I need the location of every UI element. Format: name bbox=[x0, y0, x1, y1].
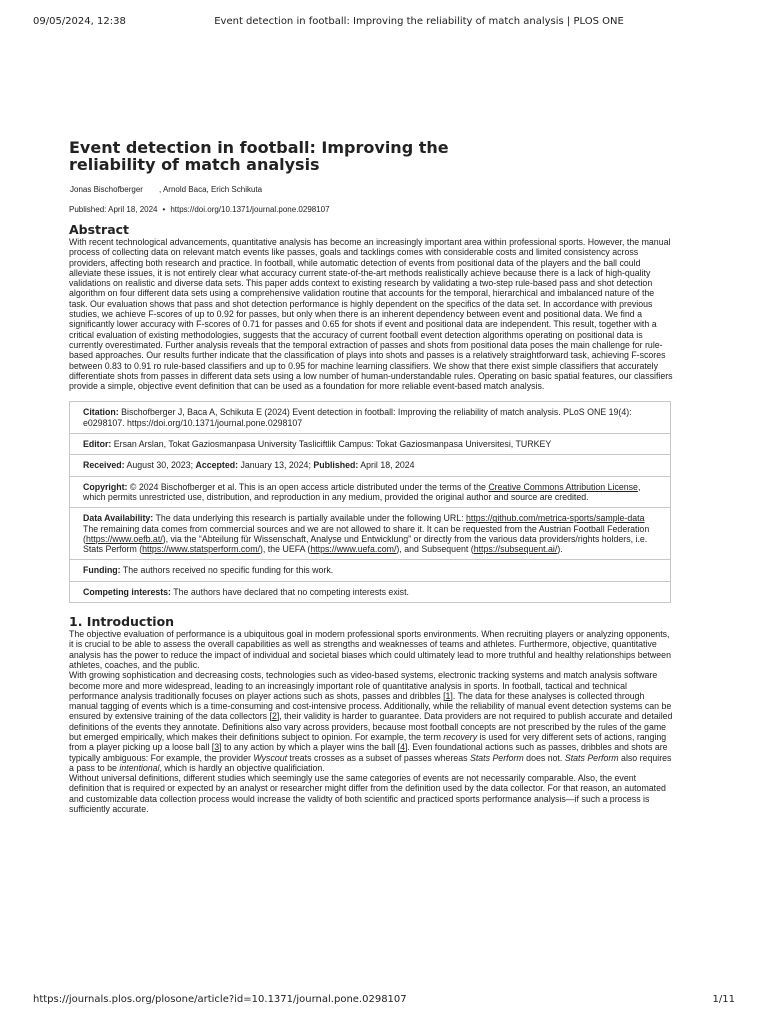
paragraph-text: also requires a pass to be bbox=[69, 752, 672, 773]
citation-text: Bischofberger J, Baca A, Schikuta E (2024) Event detection in football: Improving the reliability of match analysis. PLoS ONE 19(4): e0298107. https://doi.org/10.1371/journal.pone.0298107 bbox=[83, 407, 632, 428]
competing-interests-row bbox=[70, 581, 670, 602]
published-date: Published: April 18, 2024 bbox=[69, 205, 158, 214]
received-date: August 30, 2023; bbox=[124, 460, 196, 471]
copyright-label: Copyright: bbox=[83, 481, 128, 492]
doi-link[interactable]: https://doi.org/10.1371/journal.pone.0298107 bbox=[170, 205, 330, 214]
introduction-paragraph-3: Without universal definitions, different studies which seemingly use the same categories of events are not necessarily comparable. Also, the event definition that is required or expected by an analyst or researcher might differ from the definition used by the data collector. For that reason, an automated and customizable data collection process would increase the validty of both scientific and practiced sports performance analysis—if such a process is sufficiently accurate. bbox=[69, 773, 666, 815]
paragraph-text: treats crosses as a subset of passes whereas bbox=[287, 752, 470, 763]
reference-link[interactable]: 4 bbox=[400, 742, 405, 753]
abstract-heading: Abstract bbox=[69, 222, 130, 237]
funding-text: The authors received no specific funding for this work. bbox=[120, 565, 334, 576]
data-availability-label: Data Availability: bbox=[83, 513, 154, 524]
accepted-date: January 13, 2024; bbox=[238, 460, 314, 471]
received-label: Received: bbox=[83, 460, 125, 471]
print-page-title: Event detection in football: Improving the reliability of match analysis | PLOS ONE bbox=[214, 16, 624, 27]
print-url: https://journals.plos.org/plosone/article?id=10.1371/journal.pone.0298107 bbox=[33, 994, 407, 1005]
paragraph-text: is used for very different sets of actions, ranging from a player picking up a loose ball [ bbox=[69, 731, 667, 753]
reference-link[interactable]: 2 bbox=[271, 711, 277, 722]
author-link[interactable]: Jonas Bischofberger bbox=[70, 185, 143, 194]
editor-row bbox=[70, 433, 670, 454]
article-metadata-box bbox=[69, 401, 671, 603]
citation-label: Citation: bbox=[83, 407, 119, 418]
author-link[interactable]: , Arnold Baca, Erich Schikuta bbox=[158, 185, 263, 194]
abstract-text: With recent technological advancements, quantitative analysis has become an increasingly important area within professional sports. However, the manual process of collecting data on relevant match events like passes, goals and tacklings comes with considerable costs and limited consistency across providers, affecting both research and practice. In football, while automatic detection of events from positional data of the players and the ball could alleviate these issues, it is not entirely clear what accuracy current state-of-the-art methods realistically achieve because there is a lack of high-quality validations on realistic and diverse data sets. This paper adds context to existing research by validating a two-step rule-based pass and shot detection algorithm on four different data sets using a comprehensive validation routine that accounts for the temporal, hierarchical and imbalanced nature of the task. Our evaluation shows that pass and shot detection performance is highly dependent on the specifics of the data set. In accordance with previous studies, we achieve F-scores of up to 0.92 for passes, but only when there is an inherent dependency between event and positional data. We find a significantly lower accuracy with F-scores of 0.71 for passes and 0.65 for shots if event and positional data are independent. This result, together with a critical evaluation of existing methodologies, suggests that the accuracy of current football event detection algorithms operating on positional data is currently overestimated. Further analysis reveals that the temporal extraction of passes and shots from positional data poses the main challenge for rule-based approaches. Our results further indicate that the classification of plays into shots and passes is a relatively straightforward task, achieving F-scores between 0.83 to 0.91 ro rule-based classifiers and up to 0.95 for machine learning classifiers. We show that there exist simple classifiers that accurately differentiate shots from passes in different data sets using a low number of human-understandable rules. Operating on basic spatial features, our classifiers provide a simple, objective event definition that can be used as a foundation for more reliable event-based match analysis. bbox=[69, 237, 673, 392]
statsperform-link[interactable]: https://www.statsperform.com/ bbox=[142, 544, 260, 555]
reference-link[interactable]: 3 bbox=[214, 742, 220, 753]
paragraph-text: ], their validity is harder to guarantee. Data providers are not required to publish accurate and detailed definitions of the events they annotate. Definitions also vary across providers, because most football concepts are not prescribed by the rules of the game but emerged empirically, which makes their definitions subject to opinion. For example, the term bbox=[69, 711, 673, 742]
subsequent-link[interactable]: https://subsequent.ai/ bbox=[473, 544, 558, 555]
article-title: Event detection in football: Improving the reliability of match analysis bbox=[69, 138, 449, 174]
bullet-separator: • bbox=[162, 205, 166, 214]
data-availability-text: ). bbox=[557, 544, 563, 555]
data-availability-text: The remaining data comes from commercial sources and we are not allowed to share it. It can be requested from the Austrian Football Federation ( bbox=[83, 523, 650, 544]
print-page-number: 1/11 bbox=[712, 994, 735, 1005]
dates-row bbox=[70, 454, 670, 475]
copyright-row bbox=[70, 476, 670, 508]
emphasis-term: intentional bbox=[119, 762, 160, 773]
print-datetime: 09/05/2024, 12:38 bbox=[33, 16, 126, 27]
emphasis-term: recovery bbox=[443, 731, 478, 742]
paragraph-text: ]. Even foundational actions such as passes, dribbles and shots are typically ambiguous: For example, the provider bbox=[69, 742, 668, 763]
paragraph-text: ] to any action by which a player wins the ball [ bbox=[219, 742, 401, 753]
paragraph-text: , which is hardly an objective qualificiation. bbox=[159, 762, 325, 773]
data-availability-text: ), and Subsequent ( bbox=[396, 544, 474, 555]
citation-row bbox=[70, 402, 670, 433]
data-availability-text: The data underlying this research is partially available under the following URL: bbox=[153, 513, 467, 524]
introduction-paragraph-2 bbox=[69, 670, 673, 773]
reference-link[interactable]: 1 bbox=[445, 690, 451, 701]
editor-label: Editor: bbox=[83, 439, 112, 450]
funding-label: Funding: bbox=[83, 565, 121, 576]
competing-interests-text: The authors have declared that no competing interests exist. bbox=[170, 586, 409, 597]
emphasis-term: Wyscout bbox=[253, 752, 288, 763]
copyright-text: © 2024 Bischofberger et al. This is an open access article distributed under the terms of the bbox=[127, 481, 489, 492]
editor-text: Ersan Arslan, Tokat Gaziosmanpasa University Tasliciftlik Campus: Tokat Gaziosmanpasa Universitesi, TURKEY bbox=[111, 439, 552, 450]
competing-interests-label: Competing interests: bbox=[83, 586, 171, 597]
introduction-paragraph-1: The objective evaluation of performance is a ubiquitous goal in modern professional sports environments. When recruiting players or analyzing opponents, it is crucial to be able to assess the overall capabilities as well as strengths and weaknesses of teams and athletes. Furthermore, objective, quantitative analysis has the power to reduce the impact of individual and societal biases which could ultimately lead to more truthful and healthy relationships between athletes, coaches, and the public. bbox=[69, 629, 671, 670]
uefa-link[interactable]: https://www.uefa.com/ bbox=[310, 544, 397, 555]
paragraph-text: ]. The data for these analyses is collected through manual tagging of events which is a time-consuming and cost-intensive process. Additionally, while the reliability of manual event detection systems can be ensured by extensive training of the data collectors [ bbox=[69, 690, 672, 722]
data-availability-text: ), the UEFA ( bbox=[259, 544, 311, 555]
data-availability-row bbox=[70, 507, 670, 559]
oefb-link[interactable]: https://www.oefb.at/ bbox=[85, 533, 163, 544]
author-list bbox=[69, 185, 673, 194]
publication-info bbox=[69, 205, 673, 214]
github-data-link[interactable]: https://github.com/metrica-sports/sample-data bbox=[466, 513, 645, 524]
data-availability-text: ), via the “Abteilung für Wissenschaft, Analyse und Entwicklung” or directly from the various data providers/rights holders, i.e. Stats Perform ( bbox=[83, 533, 648, 555]
introduction-heading: 1. Introduction bbox=[69, 614, 175, 630]
license-link[interactable]: Creative Commons Attribution License bbox=[488, 481, 638, 492]
article bbox=[69, 139, 673, 814]
accepted-label: Accepted: bbox=[195, 460, 239, 471]
paragraph-text: With growing sophistication and decreasing costs, technologies such as video-based systems, electronic tracking systems and match analysis software become more and more widespread, leading to an increasingly important role of quantitative analysis in sports. In football, tactical and technical performance analysis traditionally focuses on player actions such as shots, passes and dribbles [ bbox=[69, 670, 658, 701]
copyright-text-end: , which permits unrestricted use, distribution, and reproduction in any medium, provided the original author and source are credited. bbox=[83, 481, 641, 502]
emphasis-term: Stats Perform bbox=[564, 752, 619, 763]
published-label: Published: bbox=[313, 460, 359, 471]
paragraph-text: does not. bbox=[523, 752, 565, 763]
published-date-meta: April 18, 2024 bbox=[358, 460, 415, 471]
emphasis-term: Stats Perform bbox=[469, 752, 524, 763]
funding-row bbox=[70, 559, 670, 580]
